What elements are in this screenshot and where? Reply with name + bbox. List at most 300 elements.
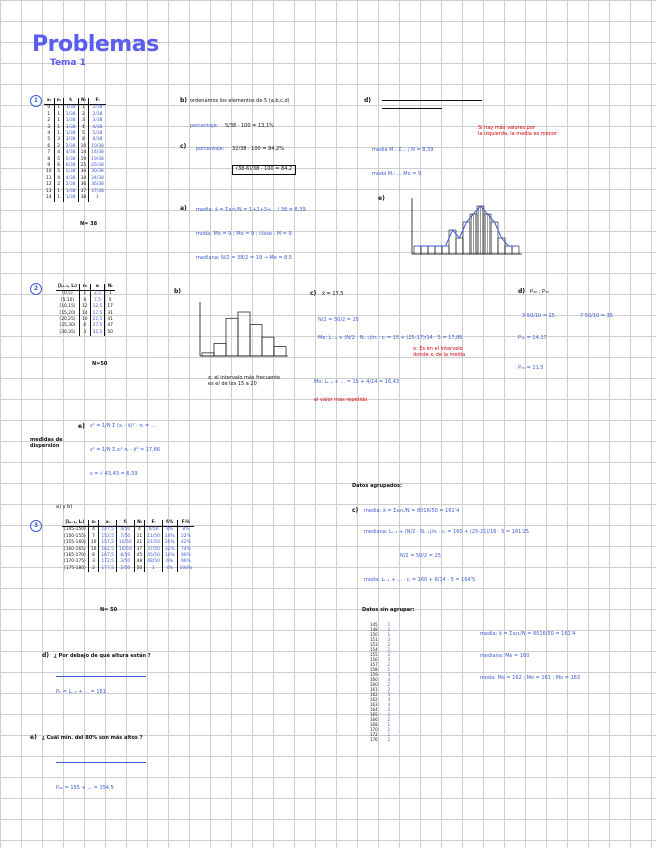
table-cell: 14 [78,150,89,156]
table-cell: 7 [88,534,99,540]
table-cell: 14 [79,311,90,317]
table-cell: 1 [54,131,63,137]
table-cell: 31 [107,310,113,316]
p2e-eq3: s = √ 43,43 = 6,59 [90,471,138,477]
table-cell: [155-160) [62,540,88,546]
list-count: 2 [387,717,391,722]
table-cell: 1 [79,291,90,298]
table-cell: 4 [54,176,63,182]
table-cell: 147,5 [99,527,117,534]
p1-mediana: mediana: N/2 = 38/2 = 19 → Me = 8,5 [196,255,293,261]
table-cell: 38 [78,195,89,201]
table-cell: 7,5 [90,298,105,304]
table-cell: 7/50 [116,534,134,540]
page-title: Problemas [32,32,159,57]
p2e-side-label: medidas de dispersión [30,437,63,449]
list-count: 4 [387,677,391,682]
table-cell: 50 [107,329,113,335]
p2-d-eq2: P₃₀ = 14,17 [518,335,547,341]
table-cell: 2/38 [63,144,78,150]
table-cell: 8 [44,157,54,163]
table-cell: 2/50 [116,566,134,572]
list-value: 163 [370,702,378,707]
chart-bar [505,246,512,254]
table-cell: [170-175) [62,559,88,565]
table-header-cell: Nᵢ [78,98,89,105]
table-header-cell: [Lᵢ₋₁, Lᵢ) [62,520,88,527]
list-count: 2 [387,737,391,742]
table-cell: 10 [79,317,90,323]
table-cell: 34/38 [91,175,104,181]
p1-c-percent: porcentaje: [196,146,225,152]
table-cell: 37 [78,189,89,195]
table-cell: 5/38 [63,169,78,175]
table-cell: 17 [107,304,113,310]
table-cell: 4/38 [92,124,103,130]
p1-b-percent: porcentaje: [190,123,219,129]
table-cell: 8 [78,137,89,143]
table-row [44,195,106,201]
p3-c-label: c) [352,507,359,514]
table-cell: 12,5 [90,304,105,310]
list-value: 168 [370,722,378,727]
table-cell: 48 [134,559,145,565]
table-cell: 4 [54,150,63,156]
p3-ungrouped-heading: Datos sin agrupar: [362,607,415,613]
histogram-bar [274,347,286,356]
table-cell: 3/38 [63,137,78,143]
table-cell: 2,5 [90,291,105,298]
table-cell: 6 [79,323,90,329]
table-cell: 19/38 [91,156,104,162]
table-cell: [145-150) [62,527,88,534]
list-value: 164 [370,707,378,712]
table-cell: 10 [78,144,89,150]
p2-d-label: d) [518,288,526,295]
table-cell: 45 [134,553,145,559]
list-value: 158 [370,667,378,672]
table-cell: 10 [44,169,54,175]
list-count: 1 [387,647,391,652]
p2-c-eq1: N/2 = 50/2 = 25 [318,317,359,323]
list-count: 2 [387,642,391,647]
p3-c-mediana: mediana: Lᵢ₋₁ + (N/2 - Nᵢ₋₁)/nᵢ · cᵢ = 160 + (25-21)/16 · 5 = 161'25 [364,529,530,535]
p2-d-eq1: 3·50/10 = 15 [522,313,555,319]
list-count: 3 [387,697,391,702]
table-cell: [150-155) [62,534,88,540]
table-cell: 4 [79,298,90,304]
table-cell: 2/38 [92,111,103,117]
table-cell: [5,10) [56,298,79,304]
table-cell: [165-170) [62,553,88,559]
table-cell: 90% [181,553,191,559]
table-cell: 5 [54,169,63,175]
list-value: 172 [370,732,378,737]
table-cell: 3 [79,330,90,336]
list-count: 4 [387,702,391,707]
table-cell: 5 [54,157,63,163]
list-value: 148 [370,627,378,632]
chart-bar [428,246,435,254]
table-cell: 8 [88,553,99,559]
list-value: 150 [370,632,378,637]
table-cell: 3/38 [92,118,103,124]
p2-b-caption-2: es el de los 15 a 20 [208,381,257,387]
table-cell: 16/50 [116,547,134,553]
frequency-polygon [418,206,516,246]
table-cell: 16 [88,547,99,553]
table-cell: 1 [54,118,63,124]
table-cell: 37/50 [145,547,163,553]
table-cell: 13 [44,189,54,195]
list-value: 153 [370,642,378,647]
problem-2-table [56,284,115,336]
table-cell: 6% [162,559,177,565]
table-cell: 1 [145,566,163,572]
table-cell: 4 [88,527,99,534]
histogram-bar [262,337,274,356]
histogram-bar [226,318,238,356]
table-cell: 1/38 [63,189,78,195]
problem-2-number: 2 [30,283,42,295]
table-cell: 5 [44,137,54,143]
table-cell: 16% [162,553,177,559]
table-cell: 25 [78,163,89,169]
list-count: 2 [387,687,391,692]
problem-3-number: 3 [30,520,42,532]
table-cell: 25/38 [91,163,104,169]
chart-bar [435,246,442,254]
list-value: 162 [370,697,378,702]
p3-ab-label: a) y b) [56,504,73,510]
list-count: 2 [387,662,391,667]
chart-bar [414,246,421,254]
list-count: 1 [387,622,391,627]
p3-d-eq: Pₖ = Lᵢ₋₁ + ... = 161 [56,689,106,695]
table-header-cell: fᵢ [63,98,78,105]
table-cell: 14 [44,195,54,201]
p3-u-moda: moda: Mo = 162 ; Mo = 161 ; Mo = 163 [480,675,581,681]
p3-e-label: e) [30,734,37,741]
table-row [56,330,115,336]
table-cell: 27,5 [90,323,105,329]
table-cell: [160-165) [62,547,88,553]
table-header-cell: nᵢ [54,98,63,105]
problem-3-total: N= 50 [100,607,118,613]
table-cell: 4 [44,131,54,137]
p1-b-label: b) [180,97,188,104]
table-cell: 10/50 [116,540,134,546]
table-header-cell: Fᵢ [145,520,163,527]
table-cell: 4/50 [116,527,134,534]
table-cell: 20% [162,540,177,546]
table-cell: 4/38 [63,176,78,182]
p3-u-media: media: x̄ = Σxᵢnᵢ/N = 8016/50 = 161'4 [480,631,576,637]
table-header-cell: fᵢ [116,520,134,527]
table-cell: 21/50 [145,540,163,546]
table-cell: 11 [134,534,145,540]
list-count: 1 [387,632,391,637]
table-cell: 1/38 [63,112,78,118]
p3-grouped-heading: Datos agrupados: [352,483,402,489]
table-cell: 3 [78,118,89,124]
table-cell: 8/50 [116,553,134,559]
table-cell: 10/38 [91,143,104,149]
table-cell: 3 [54,137,63,143]
list-value: 165 [370,712,378,717]
p3-c-media: media: x̄ = Σxᵢnᵢ/N = 8016/50 = 161'4 [364,508,460,514]
table-cell: [10,15) [56,304,79,310]
table-cell: 12 [44,182,54,188]
p1-c-label: c) [180,143,187,150]
table-cell: 1 [108,291,112,297]
table-cell: 14% [162,534,177,540]
table-cell: 2 [44,118,54,124]
table-row [62,540,194,546]
p1-c-note: (38-6)/38 · 100 = 84,2 [232,165,296,175]
table-cell: 4% [162,566,177,572]
table-cell: 3 [44,125,54,131]
table-cell: 2 [88,566,99,572]
table-cell: 37 [134,547,145,553]
table-cell: 6 [54,163,63,169]
table-cell: 37/38 [91,188,104,194]
p3-e-text: ¿ Cuál mín. del 80% son más altos ? [42,735,143,741]
table-cell: 10 [88,540,99,546]
p2-c-media: x̄ = 17,5 [322,291,344,297]
list-value: 156 [370,657,378,662]
table-cell: 8% [162,527,177,534]
p3-d-label: d) [42,652,50,659]
table-header-cell: xᵢ [99,520,117,527]
p1-media: media: x̄ = Σxᵢnᵢ/N = 1+2+3+... / 38 = 8,39 [196,207,306,213]
list-count: 1 [387,732,391,737]
table-cell: 6/38 [63,163,78,169]
p1-frequency-chart [406,196,524,262]
table-cell: 1/38 [63,125,78,131]
histogram-bar [202,353,214,356]
problem-1-total: N= 38 [80,221,98,227]
table-cell: 1 [96,195,99,201]
histogram-bar [214,343,226,356]
table-cell: 36 [78,182,89,188]
table-cell: 96% [181,559,191,565]
list-count: 1 [387,712,391,717]
p2-d-title: P₃₀ ; P₇₀ [530,289,549,295]
list-value: 157 [370,662,378,667]
p2e-eq1: s² = 1/N Σ (xᵢ - x̄)² · nᵢ = ... [90,423,156,429]
list-count: 2 [387,627,391,632]
list-value: 155 [370,652,378,657]
table-cell: 11 [44,176,54,182]
table-cell: 8/38 [92,137,103,143]
table-cell: 1/38 [63,131,78,137]
table-cell: 74% [181,546,191,552]
p2-d-eq4: P₇₀ = 21,5 [518,365,544,371]
table-cell: 172,5 [99,559,117,565]
list-value: 161 [370,687,378,692]
p3-c-n2: N/2 = 50/2 = 25 [400,553,441,559]
table-cell: 1 [44,112,54,118]
p1-e-label: e) [378,195,385,202]
list-count: 3 [387,657,391,662]
p2-c-red-1: o: Es en el intervalo [413,346,463,352]
table-cell: 50 [134,566,145,572]
p2-c-mo: Mo: Lᵢ₋₁ + ... = 15 + 4/14 = 16,43 [314,379,400,385]
table-cell: [30,35) [56,330,79,336]
p2-b-label: b) [174,288,182,295]
list-value: 176 [370,737,378,742]
table-cell: 30 [78,169,89,175]
table-cell: 22,5 [90,317,105,323]
table-cell: 1 [54,125,63,131]
list-value: 162 [370,692,378,697]
table-cell: 1 [54,112,63,118]
table-cell: 157,5 [99,540,117,546]
p1-d-red-note-1: Si hay más valores por [478,125,536,131]
table-cell: 1 [54,105,63,112]
table-cell: 48/50 [145,559,163,565]
p1-moda: moda: Mo = 9 ; Mo = 9 ; clase : M = 9 [196,231,292,237]
p2-c-red-2: donde xᵢ de la media [413,352,466,358]
table-cell: 14/38 [91,150,104,156]
list-value: 154 [370,647,378,652]
table-cell: 5/38 [92,131,103,137]
table-cell: 5/38 [63,157,78,163]
table-cell: 2 [54,144,63,150]
table-cell: 32,5 [90,330,105,336]
list-count: 2 [387,682,391,687]
table-cell: 6 [44,144,54,150]
chart-bar [442,246,449,254]
p1-a-label: a) [180,205,187,212]
table-cell: 4/38 [63,150,78,156]
table-cell: 1/38 [92,105,103,111]
table-cell: 3 [88,559,99,565]
p2-b-caption-1: x: el intervalo más frecuente [208,375,281,381]
list-count: 1 [387,722,391,727]
table-cell: 5 [108,297,112,303]
list-count: 2 [387,707,391,712]
problem-1-number: 1 [30,95,42,107]
p2-histogram [194,300,290,362]
table-cell: 36/38 [91,182,104,188]
p3-e-eq: P₂₀ = 155 + ... = 154,5 [56,785,114,791]
p1-b-calc: 5/38 · 100 = 13,1% [225,123,274,129]
table-cell: 30/38 [91,169,104,175]
histogram-bar [238,312,250,356]
p1-d-label: d) [364,97,372,104]
page-subtitle: Tema 1 [50,58,86,68]
chart-bar [449,230,456,254]
table-cell: [175-180) [62,566,88,572]
list-count: 3 [387,672,391,677]
table-cell: 19 [78,157,89,163]
table-cell: 11/50 [145,534,163,540]
table-cell: 4 [78,125,89,131]
p1-d-moda: moda M.: ... Mo = 9 [372,171,422,177]
list-count: 1 [387,667,391,672]
chart-bar [512,246,519,254]
table-header-cell: nᵢ [88,520,99,527]
table-header-cell: nᵢ [79,284,90,291]
table-header-cell: Nᵢ [134,520,145,527]
table-header-cell: xᵢ [90,284,105,291]
p1-c-calc: 32/38 · 100 = 84,2% [232,146,284,152]
table-cell: 45/50 [145,553,163,559]
p2-c-me: Me: Lᵢ₋₁ + (N/2 - Nᵢ₋₁)/nᵢ · cᵢ = 15 + (25-17)/14 · 5 = 17,86 [318,335,463,341]
table-cell: 5 [78,131,89,137]
table-cell: [25,30) [56,323,79,329]
p2e-label: e) [78,423,85,430]
table-header-cell: Nᵢ [105,284,115,291]
chart-bar [421,246,428,254]
p3-d-text: ¿ Por debajo de qué altura están ? [54,653,151,659]
p2-c-red-3: el valor más repetido [314,397,368,403]
p2-d-eq3: 7·50/10 = 35 [580,313,613,319]
table-cell: 3/50 [116,559,134,565]
table-cell: 12 [79,304,90,310]
table-cell: 34 [78,176,89,182]
table-cell: 4/50 [145,527,163,534]
table-cell: 32% [162,547,177,553]
list-count: 5 [387,692,391,697]
table-row [56,291,115,298]
p3-u-mediana: mediana: Me = 160 [480,653,530,659]
list-count: 3 [387,637,391,642]
list-value: 166 [370,717,378,722]
table-row [44,105,106,112]
table-cell: 167,5 [99,553,117,559]
table-cell: 177,5 [99,566,117,572]
list-count: 2 [387,727,391,732]
table-cell: [0,5) [56,291,79,298]
list-value: 160 [370,682,378,687]
table-cell: [20,25) [56,317,79,323]
table-header-cell: Fᵢ% [177,520,194,527]
table-header-cell: Fᵢ [89,98,106,105]
table-header-cell: fᵢ% [162,520,177,527]
table-cell: 1 [78,105,89,112]
p1-b-text: ordenamos los elementos de 5 (a,b,c,d) [190,98,290,104]
table-cell: 1/38 [63,118,78,124]
table-cell: 1 [54,189,63,195]
p2e-eq2: s² = 1/N Σ xᵢ² nᵢ - x̄² = 17,66 [90,447,161,453]
table-cell: 1/38 [63,195,78,201]
table-row [62,566,194,572]
table-cell: 22% [181,533,191,539]
list-value: 151 [370,637,378,642]
table-cell: 2 [54,182,63,188]
table-header-cell: xᵢ [44,98,54,105]
table-cell: 162,5 [99,547,117,553]
table-cell: 2/38 [63,182,78,188]
table-cell: 1 [54,195,63,201]
list-item [370,737,390,742]
list-value: 145 [370,622,378,627]
table-cell: 9 [44,163,54,169]
table-cell: [15,20) [56,311,79,317]
problem-3-table [62,520,194,572]
table-cell: 8% [182,527,190,533]
table-header-cell: [Lᵢ₋₁, Lᵢ) [56,284,79,291]
table-cell: 100% [179,565,193,571]
list-value: 170 [370,727,378,732]
p3-c-moda: moda: Lᵢ₋₁ + ... · cᵢ = 160 + 6/14 · 5 = 164'5 [364,577,476,583]
p1-d-media: media M.: Σ... / N = 8,39 [372,147,434,153]
p1-d-red-note-2: la izquierda, la media es menor [478,131,557,137]
table-cell: 4 [134,527,145,534]
